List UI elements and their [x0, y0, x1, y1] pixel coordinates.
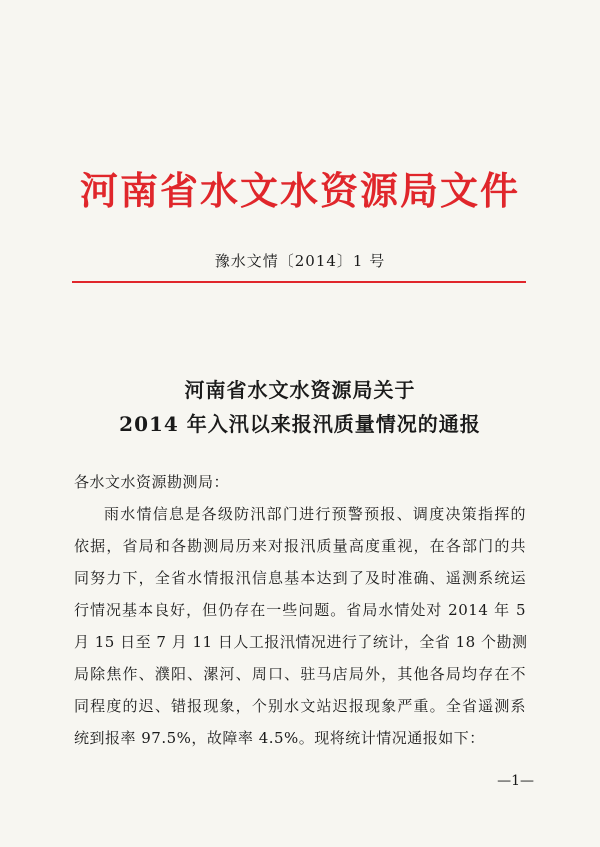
body-line-7: 同程度的迟、错报现象，个别水文站迟报现象严重。全省遥测系	[74, 697, 526, 715]
document-number: 豫水文情〔2014〕1 号	[214, 252, 386, 270]
document-title-line-2: 2014 年入汛以来报汛质量情况的通报	[119, 412, 481, 436]
body-line-8: 统到报率 97.5%，故障率 4.5%。现将统计情况通报如下：	[74, 729, 485, 747]
document-title-line-1: 河南省水文水资源局关于	[184, 378, 416, 402]
bleed-through-text	[92, 92, 107, 112]
body-line-3: 同努力下，全省水情报汛信息基本达到了及时准确、遥测系统运	[74, 569, 526, 587]
body-line-2: 依据，省局和各勘测局历来对报汛质量高度重视，在各部门的共	[74, 537, 526, 555]
page-number: —1—	[497, 773, 534, 789]
agency-header: 河南省水文水资源局文件	[79, 168, 520, 213]
red-divider-line	[72, 281, 526, 283]
addressee: 各水文水资源勘测局：	[74, 473, 230, 491]
body-line-1: 雨水情信息是各级防汛部门进行预警预报、调度决策指挥的	[104, 505, 526, 523]
body-line-6: 局除焦作、濮阳、漯河、周口、驻马店局外，其他各局均存在不	[74, 665, 526, 683]
body-line-5: 月 15 日至 7 月 11 日人工报汛情况进行了统计，全省 18 个勘测	[74, 633, 528, 651]
body-line-4: 行情况基本良好，但仍存在一些问题。省局水情处对 2014 年 5	[74, 601, 526, 619]
